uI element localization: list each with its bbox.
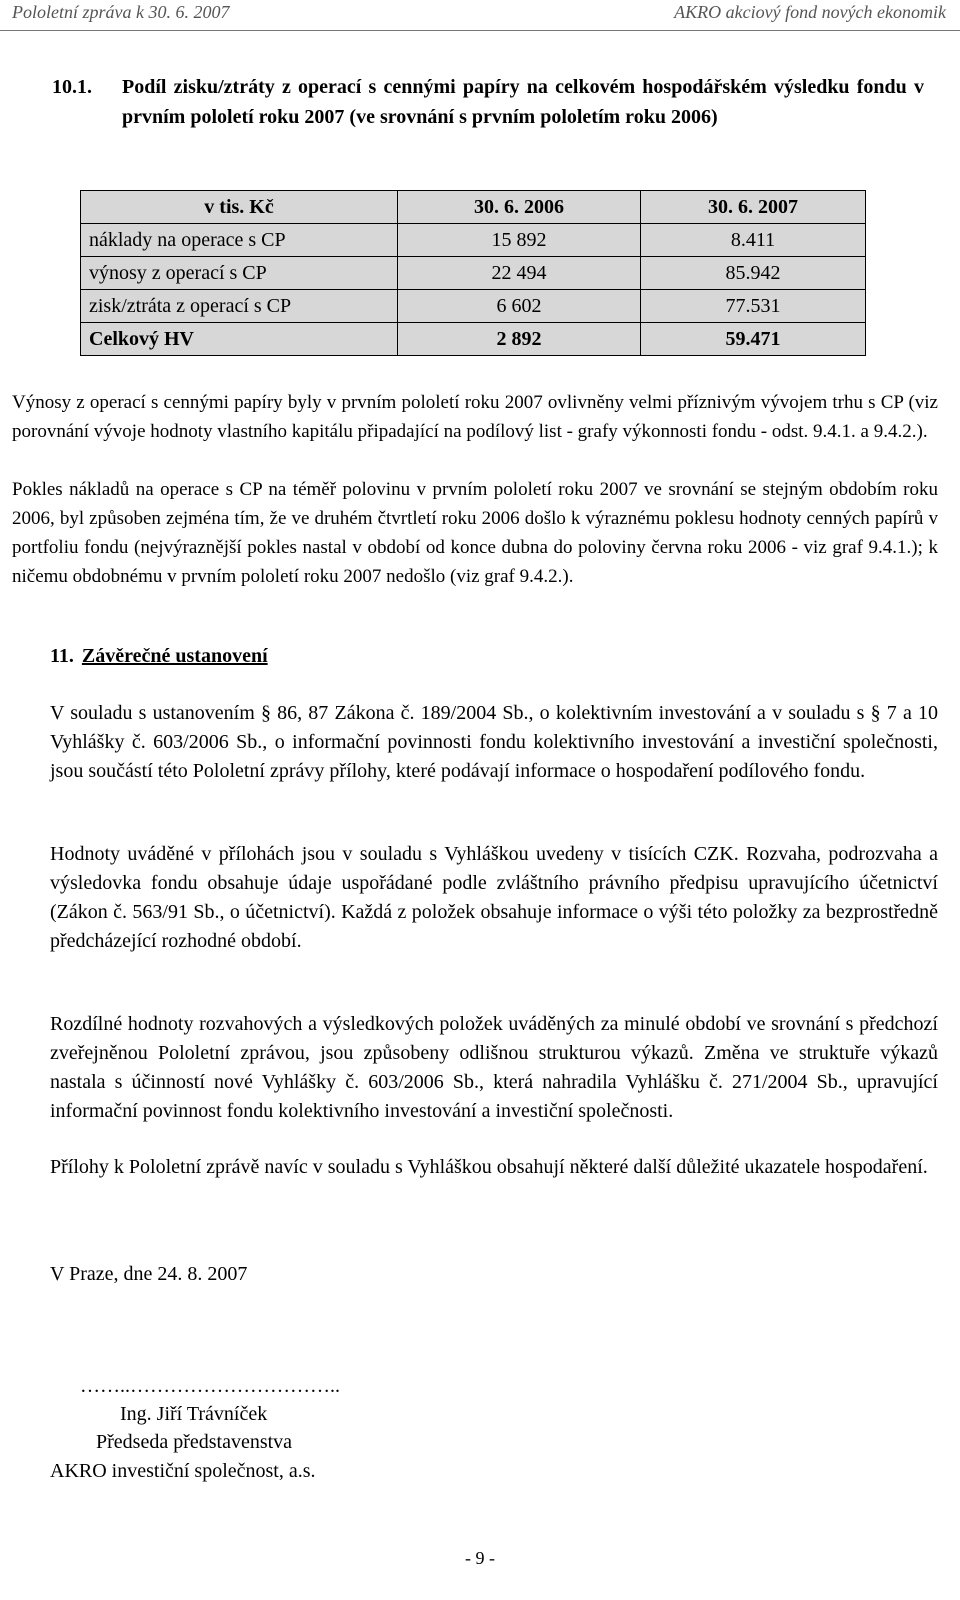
section-number: 10.1. (52, 76, 92, 98)
paragraph-costs: Pokles nákladů na operace s CP na téměř polovinu v prvním pololetí roku 2007 ve srovnání se stejným obdobím roku 2006, byl způsoben zejména tím, že ve druhém čtvrtletí roku 2006 došlo k výraznému poklesu hodnoty cenných papírů v portfoliu fondu (nejvýraznější pokles nastal v období od konce dubna do poloviny června roku 2006 - viz graf 9.4.1.); k ničemu obdobnému v prvním pololetí roku 2007 nedošlo (viz graf 9.4.2.). (12, 479, 938, 587)
table-cell: 59.471 (641, 323, 866, 356)
table-row (81, 257, 866, 290)
signatory-role: Předseda představenstva (96, 1431, 293, 1453)
table-cell: 77.531 (641, 290, 866, 323)
place-date: V Praze, dne 24. 8. 2007 (50, 1263, 248, 1285)
paragraph-attachments: Přílohy k Pololetní zprávě navíc v souladu s Vyhláškou obsahují některé další důležité ukazatele hospodaření. (50, 1156, 928, 1178)
section-11-heading (50, 645, 268, 668)
table-total-row (81, 323, 866, 356)
section-title: Závěrečné ustanovení (81, 645, 268, 667)
table-row (81, 290, 866, 323)
table-header-cell: 30. 6. 2006 (398, 191, 641, 224)
signatory-company: AKRO investiční společnost, a.s. (50, 1460, 316, 1482)
table-header-row (81, 191, 866, 224)
paragraph-values: Hodnoty uváděné v přílohách jsou v souladu s Vyhláškou uvedeny v tisících CZK. Rozvaha, podrozvaha a výsledovka fondu obsahuje údaje uspořádané podle zvláštního právního předpisu upravujícího účetnictví (Zákon č. 563/91 Sb., o účetnictví). Každá z položek obsahuje informace o výši této položky za bezprostředně předcházející rozhodné období. (50, 843, 938, 952)
table-cell: 22 494 (398, 257, 641, 290)
table-cell: 2 892 (398, 323, 641, 356)
cp-results-table (80, 190, 866, 356)
signature-line: ……..………………………….. (80, 1375, 340, 1397)
header-fund-name: AKRO akciový fond nových ekonomik (674, 2, 946, 22)
paragraph-differences: Rozdílné hodnoty rozvahových a výsledkových položek uváděných za minulé období ve srovnání s předchozí zveřejněnou Pololetní zprávou, jsou způsobeny odlišnou strukturou výkazů. Změna ve struktuře výkazů nastala s účinností nové Vyhlášky č. 603/2006 Sb., která nahradila Vyhlášku č. 271/2004 Sb., upravující informační povinnost fondu kolektivního investování a investiční společnosti. (50, 1013, 938, 1122)
table-row (81, 224, 866, 257)
page-number: - 9 - (465, 1548, 495, 1568)
table-cell: zisk/ztráta z operací s CP (81, 290, 398, 323)
table-header-cell: 30. 6. 2007 (641, 191, 866, 224)
paragraph-legal-basis: V souladu s ustanovením § 86, 87 Zákona č. 189/2004 Sb., o kolektivním investování a v souladu s § 7 a 10 Vyhlášky č. 603/2006 Sb., o informační povinnosti fondu kolektivního investování a investiční společnosti, jsou součástí této Pololetní zprávy přílohy, které podávají informace o hospodaření podílového fondu. (50, 702, 938, 782)
table-header-cell: v tis. Kč (81, 191, 398, 224)
table-cell: výnosy z operací s CP (81, 257, 398, 290)
section-number: 11. (50, 645, 74, 667)
section-title: Podíl zisku/ztráty z operací s cennými papíry na celkovém hospodářském výsledku fondu v prvním pololetí roku 2007 (ve srovnání s prvním pololetím roku 2006) (122, 76, 924, 128)
table-cell: 8.411 (641, 224, 866, 257)
header-divider (0, 30, 960, 31)
signatory-name: Ing. Jiří Trávníček (120, 1403, 268, 1425)
table-cell: Celkový HV (81, 323, 398, 356)
table-cell: 85.942 (641, 257, 866, 290)
table-cell: 15 892 (398, 224, 641, 257)
paragraph-revenue: Výnosy z operací s cennými papíry byly v prvním pololetí roku 2007 ovlivněny velmi příznivým vývojem trhu s CP (viz porovnání vývoje hodnoty vlastního kapitálu připadající na podílový list - grafy výkonnosti fondu - odst. 9.4.1. a 9.4.2.). (12, 392, 938, 442)
header-report-title: Pololetní zpráva k 30. 6. 2007 (12, 2, 230, 22)
table-cell: 6 602 (398, 290, 641, 323)
table-cell: náklady na operace s CP (81, 224, 398, 257)
